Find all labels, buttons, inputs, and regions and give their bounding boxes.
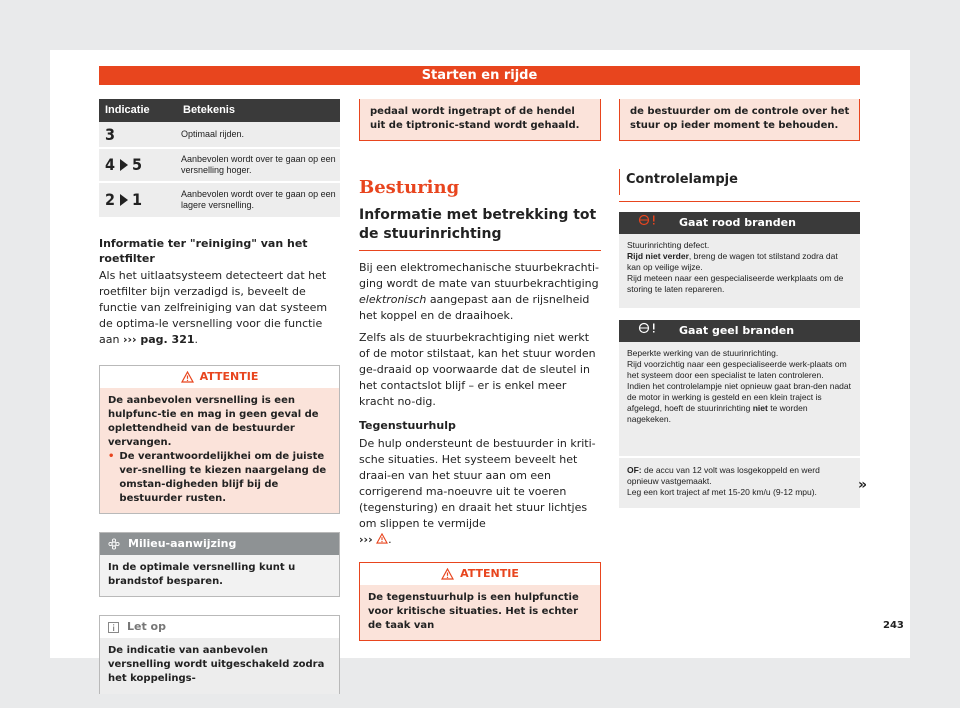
lamp-yellow-header: Gaat geel branden	[619, 320, 860, 342]
lamp-of-body: OF: de accu van 12 volt was losgekoppeld en werd opnieuw vastgemaakt. Leg een kort traject af met 15-20 km/u (9-12 mpu).	[619, 458, 860, 510]
table-cell: Aanbevolen wordt over te gaan op een versnelling hoger.	[177, 148, 340, 182]
attentie-continued: pedaal wordt ingetrapt of de hendel uit de tiptronic-stand wordt gehaald.	[359, 99, 601, 141]
table-header-betekenis: Betekenis	[177, 99, 340, 122]
page-reference-link[interactable]: ››› pag. 321	[122, 333, 195, 346]
warning-icon	[441, 568, 454, 580]
roetfilter-paragraph: Als het uitlaatsysteem detecteert dat het roetfilter bijn verzadigd is, beveelt de functie van zelfreiniging van dat systeem de optima-le versnelling voor die functie aan ››› pag. 321.	[99, 269, 328, 346]
leaf-icon	[108, 538, 120, 550]
divider	[359, 250, 601, 251]
table-row	[99, 122, 340, 148]
besturing-subtitle: Informatie met betrekking tot de stuurinrichting	[359, 207, 597, 242]
attentie-header: ATTENTIE	[360, 563, 600, 585]
table-cell: Optimaal rijden.	[177, 122, 340, 148]
controlelampje-title: Controlelampje	[619, 169, 860, 195]
warning-icon	[376, 533, 388, 544]
milieu-body: In de optimale versnelling kunt u brandstof besparen.	[100, 555, 339, 596]
tegenstuurhulp-heading: Tegenstuurhulp	[359, 419, 456, 432]
attentie-body: De tegenstuurhulp is een hulpfunctie voor kritische situaties. Het is echter de taak van	[360, 585, 600, 641]
lamp-red-header: Gaat rood branden	[619, 212, 860, 234]
continue-arrow-icon: »	[858, 477, 868, 493]
besturing-paragraph-3: De hulp ondersteunt de bestuurder in kriti-sche situaties. Het systeem beveelt het draai-en van het stuur aan om een corrigerend ma-noeuvre uit te voeren (tegensturing) en draait het stuur lichtjes om slippen te vermijde ››› .	[359, 437, 596, 546]
gear-indicator: 2 1	[99, 182, 177, 218]
section-header: Starten en rijde	[99, 66, 860, 85]
steering-warning-red-icon	[638, 214, 660, 226]
arrow-right-icon	[120, 194, 128, 206]
letop-header: Let op	[100, 616, 339, 638]
roetfilter-heading: Informatie ter "reiniging" van het roetfilter	[99, 237, 308, 265]
table-row	[99, 148, 340, 182]
besturing-paragraph-2: Zelfs als de stuurbekrachtiging niet werkt of de motor stilstaat, kan het stuur worden ge-draaid op voorwaarde dat de sleutel in het contactslot blijf – er is enkel meer kracht no-dig.	[359, 331, 596, 408]
warning-icon	[181, 371, 194, 383]
table-header-indicatie: Indicatie	[99, 99, 177, 122]
attentie-box-2	[359, 562, 601, 641]
milieu-header: Milieu-aanwijzing	[100, 533, 339, 555]
attentie-body: De aanbevolen versnelling is een hulpfunc-tie en mag in geen geval de oplettendheid van de bestuurder vervangen. • De verantwoordelijkhei om de juiste ver-snelling te kiezen naargelang de omstan-digheden blijf bij de bestuurder rusten.	[100, 388, 339, 513]
lamp-yellow-body: Beperkte werking van de stuurinrichting. Rijd voorzichtig naar een gespecialiseerde werk-plaats om het systeem door een specialist te laten controleren. Indien het controlelampje niet opnieuw gaat bran-den nadat de motor in werking is gesteld en een klein traject is afgelegd, hoeft de stuurinrichting niet te worden nagekeken.	[619, 342, 860, 458]
column-2	[359, 99, 601, 641]
reference-link[interactable]: ›››	[359, 533, 373, 546]
letop-box	[99, 615, 340, 694]
column-1	[99, 99, 340, 694]
table-row	[99, 182, 340, 218]
lamp-red-body: Stuurinrichting defect. Rijd niet verder, breng de wagen tot stilstand zodra dat kan op veilige wijze. Rijd meteen naar een gespecialiseerde werkplaats om de storing te laten repareren.	[619, 234, 860, 310]
indicator-table	[99, 99, 340, 219]
besturing-title: Besturing	[359, 177, 460, 198]
letop-body: De indicatie van aanbevolen versnelling wordt uitgeschakeld zodra het koppelings-	[100, 638, 339, 694]
divider	[619, 201, 860, 202]
table-cell: Aanbevolen wordt over te gaan op een lagere versnelling.	[177, 182, 340, 218]
column-3	[619, 99, 860, 510]
gear-indicator: 4 5	[99, 148, 177, 182]
attentie-box	[99, 365, 340, 514]
bullet-icon: •	[108, 451, 115, 462]
info-icon	[108, 622, 119, 633]
milieu-box	[99, 532, 340, 597]
gear-indicator: 3	[99, 122, 177, 148]
besturing-paragraph-1: Bij een elektromechanische stuurbekrachti-ging wordt de mate van stuurbekrachtiging elektronisch aangepast aan de rijsnelheid het koppel en de draaihoek.	[359, 261, 599, 322]
page-number: 243	[883, 620, 904, 631]
attentie-header: ATTENTIE	[100, 366, 339, 388]
arrow-right-icon	[120, 159, 128, 171]
steering-warning-yellow-icon	[638, 322, 660, 334]
attentie-continued: de bestuurder om de controle over het stuur op ieder moment te behouden.	[619, 99, 860, 141]
